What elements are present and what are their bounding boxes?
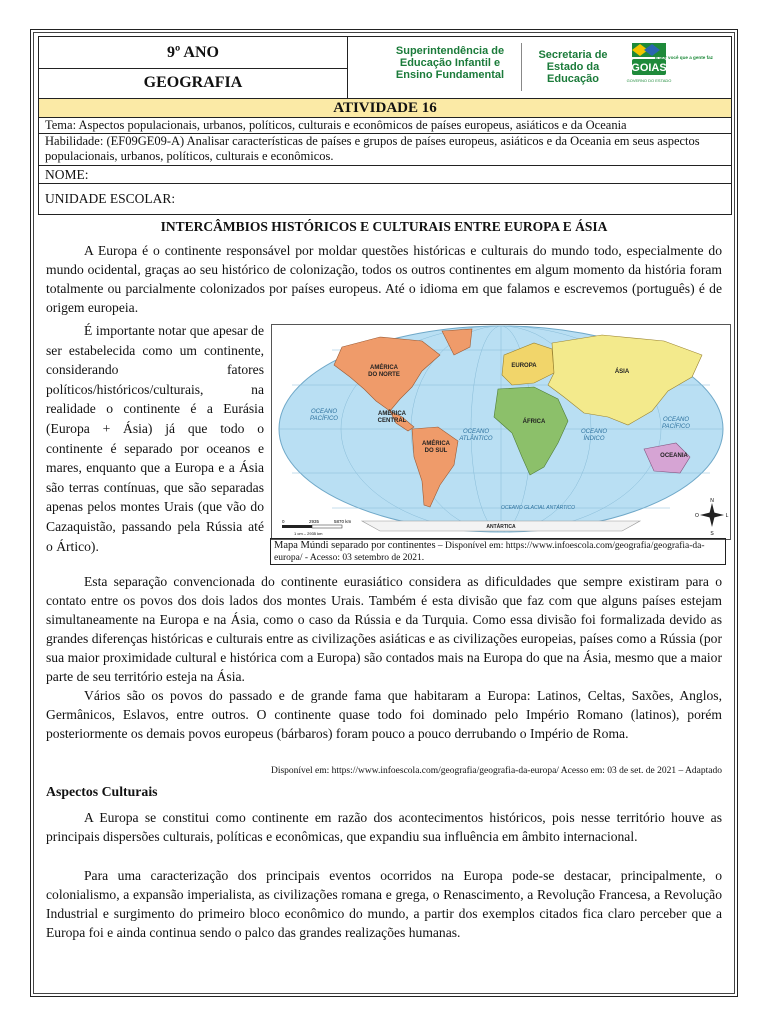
scale-note: 1 cm – 2935 km <box>294 531 323 536</box>
tema-row: Tema: Aspectos populacionais, urbanos, políticos, culturais e econômicos de países europeus, asiáticos e da Oceania <box>39 117 731 133</box>
label-africa: ÁFRICA <box>522 419 546 425</box>
label-pacific-left-1: OCEANO <box>310 409 338 415</box>
logo-sup-line-2: Educação Infantil e <box>399 57 501 69</box>
label-north-america-2: DO NORTE <box>368 372 400 378</box>
label-pacific-left-2: PACÍFICO <box>310 416 338 422</box>
page-title: INTERCÂMBIOS HISTÓRICOS E CULTURAIS ENTRE EUROPA E ÁSIA <box>160 219 608 234</box>
secretaria-logo <box>528 49 618 85</box>
label-central-america-1: AMÉRICA <box>378 411 406 417</box>
logo-divider <box>521 43 522 91</box>
scale-label-2: 5870 km <box>334 519 352 524</box>
label-pacific-right-1: OCEANO <box>662 417 690 423</box>
source-citation: Disponível em: https://www.infoescola.com/geografia/geografia-da-europa/ Acesso em: 03 de set. de 2021 – Adaptado <box>270 766 722 776</box>
goias-footer-text: GOVERNO DO ESTADO <box>626 78 672 83</box>
compass-west: O <box>695 513 699 519</box>
label-pacific-right-2: PACÍFICO <box>662 424 690 430</box>
label-south-america-1: AMÉRICA <box>422 441 450 447</box>
world-map-svg <box>272 325 730 539</box>
nome-field[interactable]: NOME: <box>39 165 731 183</box>
scale-label-0: 0 <box>282 519 285 524</box>
header-left-cell <box>39 37 348 98</box>
habilidade-row: Habilidade: (EF09GE09-A) Analisar características de países e grupos de países europeus, asiáticos e da Oceania em seus aspectos populacionais, urbanos, políticos, culturais e econômicos. <box>39 133 731 165</box>
paragraph-6: Para uma caracterização dos principais eventos ocorridos na Europa pode-se destacar, principalmente, o colonialismo, a expansão imperialista, as civilizações romana e grega, o Renascimento, a Revolução Francesa, a Revolução Industrial e surgimento do primeiro bloco econômico do mundo, a partir dos exemplos citados fica claro perceber que a Europa foi e ainda continua sendo o palco das grandes realizações humanas. <box>46 868 722 940</box>
world-map <box>271 324 731 540</box>
logo-sec-line-3: Educação <box>547 73 599 85</box>
paragraph-1: A Europa é o continente responsável por moldar questões históricas e culturais do mundo todo, especialmente do mundo ocidental, graças ao seu histórico de colonização, todos os outros continentes em algum momento da história foram totalmente ou parcialmente colonizados por países europeus. Até o idioma em que falamos e escrevemos (português) é de origem europeia. <box>46 243 722 315</box>
label-central-america-2: CENTRAL <box>377 418 407 424</box>
logo-sec-line-1: Secretaria de <box>538 49 608 61</box>
paragraph-4: Vários são os povos do passado e de grande fama que habitaram a Europa: Latinos, Celtas, Saxões, Anglos, Germânicos, Eslavos, entre outros. O continente quase todo foi dominado pelo Império Romano (latinos), porém posteriormente os demais povos europeus (bárbaros) foram pouco a pouco derrubando o Império de Roma. <box>46 688 722 741</box>
scale-label-1: 2935 <box>309 519 320 524</box>
label-atlantic-2: ATLÂNTICO <box>459 436 493 442</box>
superintendencia-logo <box>385 45 515 81</box>
goias-logo <box>626 41 713 93</box>
label-indian-1: OCEANO <box>580 429 608 435</box>
map-scale-bar <box>282 519 352 536</box>
label-asia: ÁSIA <box>614 369 630 375</box>
compass-north: N <box>710 498 714 504</box>
header-table <box>38 36 732 215</box>
label-glacial: OCEANO GLACIAL ANTÁRTICO <box>500 505 576 511</box>
label-north-america-1: AMÉRICA <box>370 365 398 371</box>
compass-south: S <box>710 531 714 537</box>
map-caption-source: – Disponível em: https://www.infoescola.com/geografia/geografia-da-europa/ - Acesso: 03 setembro de 2021. <box>274 541 705 563</box>
goias-logo-text: GOIAS <box>631 62 667 74</box>
compass-rose-icon <box>695 498 729 537</box>
paragraph-2: É importante notar que apesar de ser estabelecida como um continente, considerando fatores políticos/históricos/culturais, na realidade o continente é a Eurásia (Europa + Ásia) já que todo o continente é separado por oceanos e mares, enquanto que a Europa e a Ásia são terras contínuas, que são separadas apenas pelos montes Urais (que vão do Cazaquistão, passando pela Rússia até o Ártico). <box>46 323 264 554</box>
logo-sup-line-1: Superintendência de <box>395 45 505 57</box>
label-europe: EUROPA <box>511 363 537 369</box>
unidade-escolar-field[interactable]: UNIDADE ESCOLAR: <box>39 183 731 214</box>
section-heading: Aspectos Culturais <box>46 784 158 799</box>
activity-title: ATIVIDADE 16 <box>39 98 731 118</box>
goias-tagline: É por você que a gente faz <box>655 55 713 60</box>
paragraph-5: A Europa se constitui como continente em razão dos acontecimentos históricos, pois nesse território houve as principais dispersões culturais, políticas e econômicas, que expandiu sua influência em âmbito internacional. <box>46 810 722 844</box>
logos-area <box>348 37 731 98</box>
paragraph-3: Esta separação convencionada do continente eurasiático considera as dificuldades que sempre existiram para o contato entre os povos dos dois lados dos montes Urais. Também é esta divisão que faz com que alguns países estejam simultaneamente na Europa e na Ásia, como o caso da Rússia e da Turquia. Como essa divisão foi formalizada devido as grandes diferenças históricas e culturais entre as civilizações asiáticas e as civilizações europeias, países como a Rússia (por sua maior proximidade cultural e histórica com a Europa) são contados mais na Europa do que na Ásia, mesmo que a maior parte de seu território esteja na Ásia. <box>46 574 722 684</box>
label-indian-2: ÍNDICO <box>583 436 605 442</box>
grade-label: 9º ANO <box>39 37 347 69</box>
label-atlantic-1: OCEANO <box>462 429 490 435</box>
compass-east: L <box>725 513 729 519</box>
label-oceania: OCEANIA <box>660 453 688 459</box>
label-antarctica: ANTÁRTICA <box>486 524 516 530</box>
map-caption <box>270 538 726 565</box>
label-south-america-2: DO SUL <box>424 448 448 454</box>
logo-sec-line-2: Estado da <box>546 61 600 73</box>
map-caption-title: Mapa Múndi separado por continentes <box>274 540 436 551</box>
logo-sup-line-3: Ensino Fundamental <box>395 69 505 81</box>
subject-label: GEOGRAFIA <box>143 74 243 91</box>
